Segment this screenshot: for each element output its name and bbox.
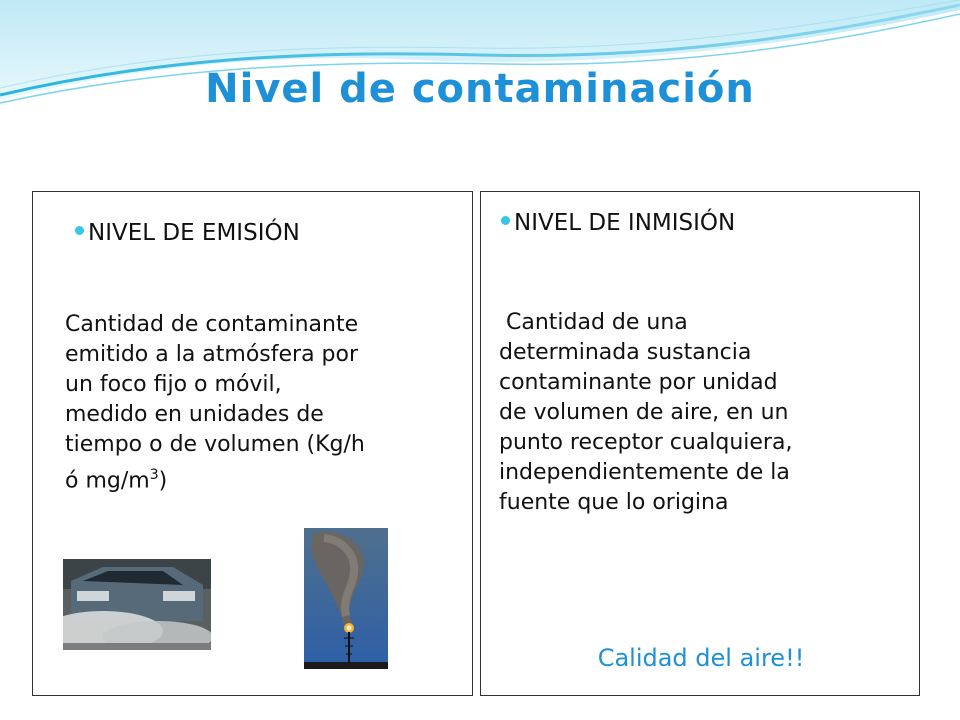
- emission-line: Cantidad de contaminante: [65, 312, 359, 337]
- immission-line: Cantidad de una: [499, 310, 688, 335]
- bullet-icon: [501, 216, 510, 225]
- immission-description: [499, 308, 909, 518]
- immission-panel: [480, 191, 920, 696]
- air-quality-footer: Calidad del aire!!: [597, 644, 805, 672]
- immission-line: de volumen de aire, en un: [499, 400, 789, 425]
- immission-heading-label: NIVEL DE INMISIÓN: [514, 210, 736, 236]
- slide-title: Nivel de contaminación: [205, 66, 755, 112]
- emission-description: [65, 310, 473, 496]
- emission-line: emitido a la atmósfera por: [65, 342, 359, 367]
- smokestack-photo: [304, 528, 388, 669]
- unit-superscript: 3: [149, 467, 159, 483]
- immission-line: punto receptor cualquiera,: [499, 430, 793, 455]
- immission-line: fuente que lo origina: [499, 490, 729, 515]
- unit-suffix: ): [158, 468, 168, 494]
- emission-panel: [32, 191, 473, 696]
- immission-line: contaminante por unidad: [499, 370, 778, 395]
- bullet-icon: [75, 226, 84, 235]
- immission-line: independientemente de la: [499, 460, 790, 485]
- emission-heading-label: NIVEL DE EMISIÓN: [88, 220, 300, 246]
- immission-line: determinada sustancia: [499, 340, 752, 365]
- immission-heading: [501, 210, 735, 236]
- unit-text: ó mg/m: [65, 468, 150, 494]
- car-exhaust-photo: [63, 559, 211, 650]
- emission-line-last: [65, 460, 473, 496]
- emission-line: medido en unidades de: [65, 402, 324, 427]
- emission-line: tiempo o de volumen (Kg/h: [65, 432, 365, 457]
- emission-heading: [75, 220, 300, 246]
- emission-line: un foco fijo o móvil,: [65, 372, 282, 397]
